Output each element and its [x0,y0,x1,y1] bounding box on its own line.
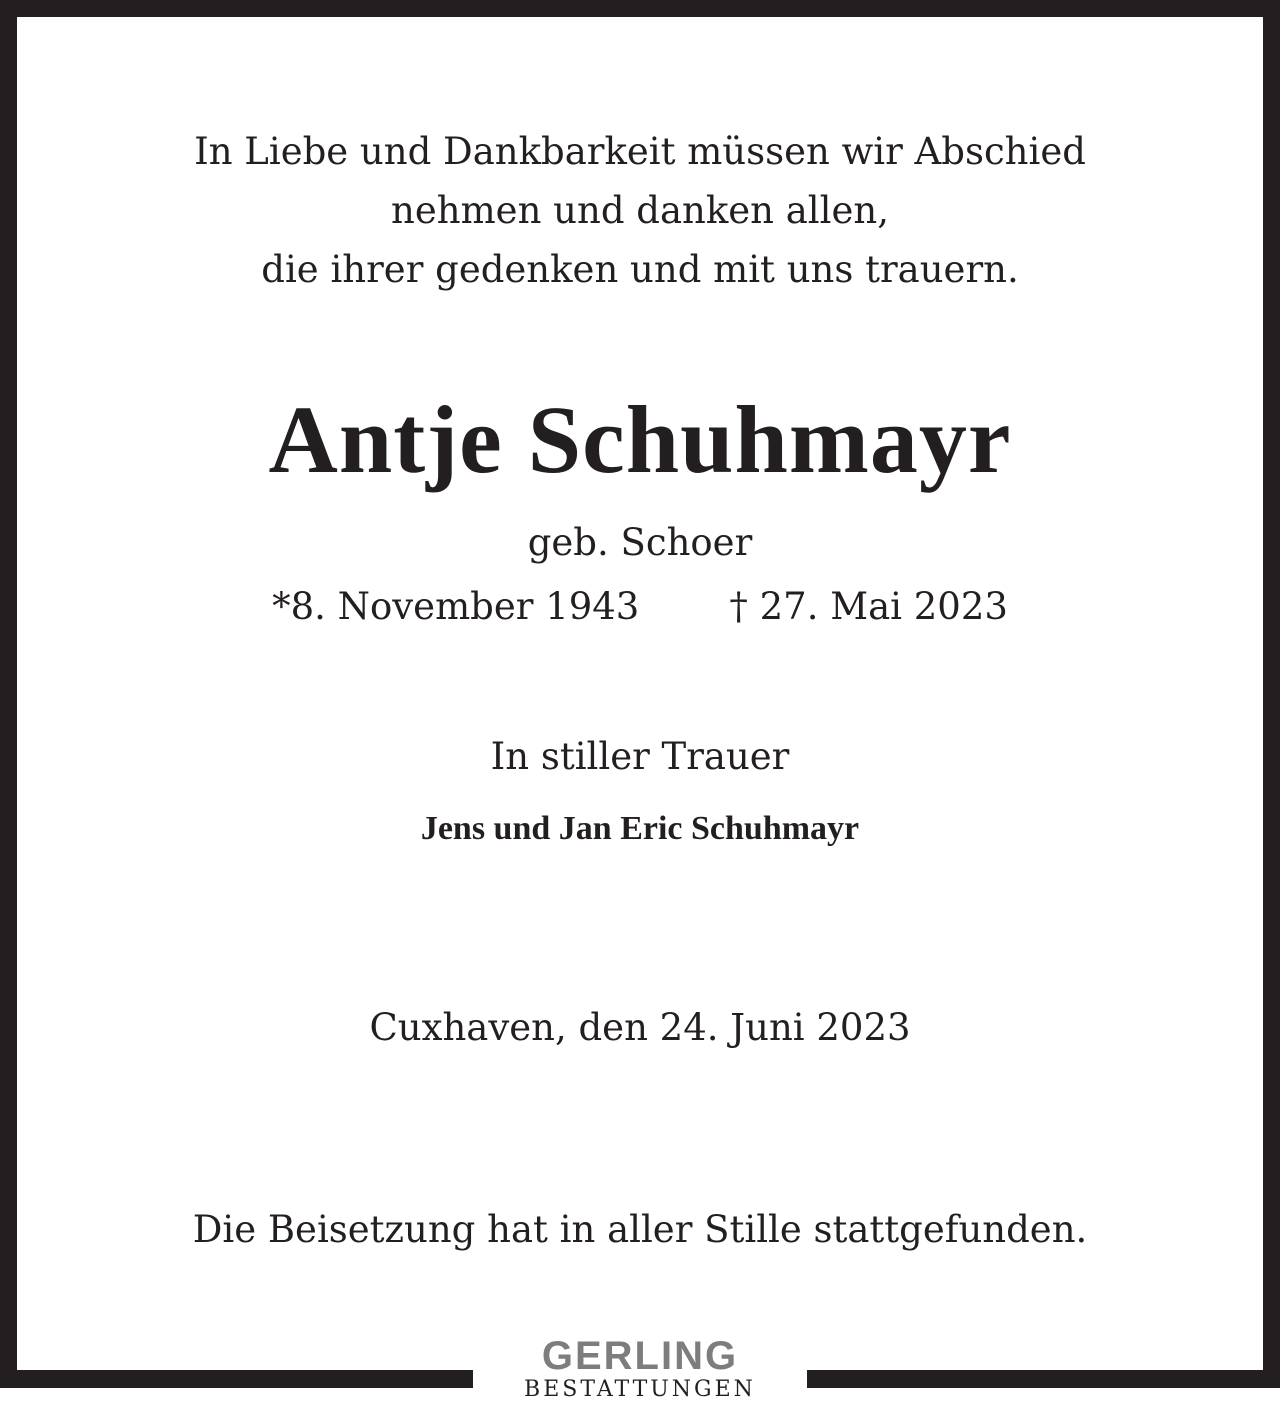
border-top [0,0,1280,17]
intro-line-3: die ihrer gedenken und mit uns trauern. [261,248,1019,291]
funeral-home-logo [480,1336,800,1402]
deceased-name: Antje Schuhmayr [268,386,1012,493]
mourning-heading: In stiller Trauer [490,735,790,778]
border-bottom-left [0,1370,473,1388]
logo-sub-text: BESTATTUNGEN [524,1377,756,1402]
funeral-note: Die Beisetzung hat in aller Stille stattgefunden. [192,1208,1088,1251]
intro-text [17,122,1263,299]
death-date: † 27. Mai 2023 [729,585,1008,628]
birth-name: geb. Schoer [527,521,753,564]
life-dates [17,582,1263,632]
border-right [1263,0,1280,1388]
border-left [0,0,17,1388]
mourner-names: Jens und Jan Eric Schuhmayr [420,810,860,847]
birth-date: *8. November 1943 [272,585,640,628]
intro-line-1: In Liebe und Dankbarkeit müssen wir Abschied [194,130,1086,173]
logo-main-text: GERLING [541,1334,739,1378]
intro-line-2: nehmen und danken allen, [391,189,889,232]
place-date: Cuxhaven, den 24. Juni 2023 [369,1006,911,1049]
border-bottom-right [807,1370,1280,1388]
